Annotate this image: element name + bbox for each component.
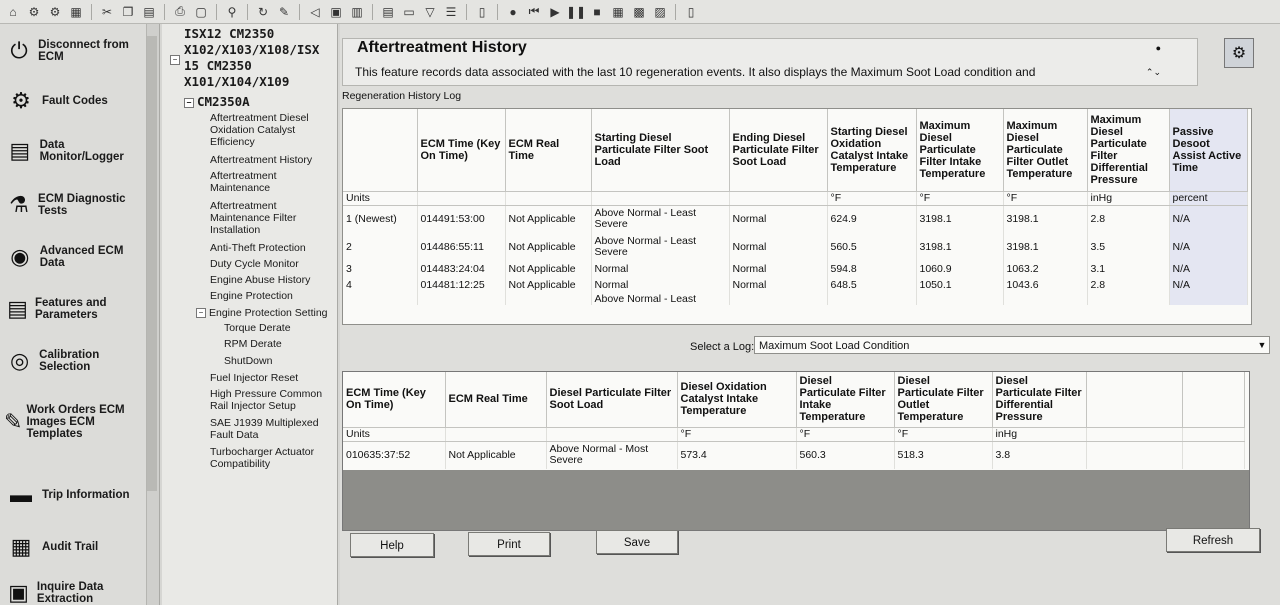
unit-cell xyxy=(417,191,505,205)
gears-icon: ⚙ xyxy=(11,88,31,113)
column-header[interactable]: ECM Time (Key On Time) xyxy=(417,109,505,191)
units-row xyxy=(343,191,1247,205)
unit-cell: Units xyxy=(343,427,445,441)
toolbar xyxy=(0,0,1280,24)
column-header[interactable] xyxy=(1182,372,1244,427)
unit-cell: °F xyxy=(916,191,1003,205)
unit-cell: °F xyxy=(827,191,916,205)
unit-cell: °F xyxy=(894,427,992,441)
table-cell: 560.5 xyxy=(827,233,916,261)
unit-cell: °F xyxy=(796,427,894,441)
log-icon[interactable]: ▦ xyxy=(612,4,624,19)
clipboard-icon: ✎ xyxy=(4,409,23,434)
nav-features-parameters[interactable] xyxy=(4,294,144,324)
column-header[interactable] xyxy=(343,109,417,191)
nav-label: Calibration Selection xyxy=(39,349,100,373)
table-cell: Not Applicable xyxy=(505,261,591,277)
nav-label: Features and Parameters xyxy=(34,297,107,321)
refresh-button[interactable]: Refresh xyxy=(1166,528,1260,552)
back-icon[interactable]: ◁ xyxy=(310,4,320,19)
table-cell: 1 (Newest) xyxy=(343,205,417,233)
table-cell: 1060.9 xyxy=(916,261,1003,277)
tree-item[interactable]: Torque Derate xyxy=(224,322,291,334)
table-cell: 2 xyxy=(343,233,417,261)
table-cell: 518.3 xyxy=(894,441,992,469)
tree-item-selected[interactable]: Aftertreatment History xyxy=(210,154,313,166)
table-cell: 014486:55:11 xyxy=(417,233,505,261)
unit-cell: percent xyxy=(1169,191,1247,205)
document-icon[interactable]: ▤ xyxy=(382,4,394,19)
tree-heading-engine[interactable]: ISX12 CM2350 X102/X103/X108/ISX 15 CM2350 X101/X104/X109 xyxy=(184,26,320,89)
table-cell: N/A xyxy=(1169,261,1247,277)
nav-label: Advanced ECM Data xyxy=(39,245,124,269)
list-icon[interactable]: ☰ xyxy=(445,4,457,19)
nav-data-monitor[interactable] xyxy=(4,136,144,166)
feature-description: This feature records data associated with the last 10 regeneration events. It also displays the Maximum Soot Load condition and xyxy=(355,65,1036,79)
table-cell: Normal xyxy=(729,233,827,261)
snapshot-icon[interactable]: ▩ xyxy=(633,4,645,19)
table-cell: 594.8 xyxy=(827,261,916,277)
tree-item[interactable]: Anti-Theft Protection xyxy=(210,242,306,254)
unit-cell: inHg xyxy=(1087,191,1169,205)
tree-item[interactable]: Fuel Injector Reset xyxy=(210,372,299,384)
table-cell: Not Applicable xyxy=(505,277,591,293)
main-panel xyxy=(340,24,1280,605)
monitor-icon: ▤ xyxy=(9,138,31,163)
table-cell: Normal xyxy=(591,261,729,277)
stop-icon[interactable]: ■ xyxy=(593,4,601,19)
flask-icon: ⚗ xyxy=(9,192,29,217)
column-header[interactable]: Maximum Diesel Particulate Filter Intake Temperature xyxy=(916,109,1003,191)
table-cell: N/A xyxy=(1169,277,1247,293)
table-cell: Normal xyxy=(729,277,827,293)
nav-advanced-ecm-data[interactable] xyxy=(4,242,144,272)
settings-icon[interactable]: ⚙ xyxy=(28,4,40,19)
help-button[interactable]: Help xyxy=(350,533,434,557)
tree-item[interactable]: Engine Abuse History xyxy=(210,274,311,286)
nav-label: ECM Diagnostic Tests xyxy=(38,193,126,217)
open-icon[interactable]: ▭ xyxy=(403,4,415,19)
table-cell: 010635:37:52 xyxy=(343,441,445,469)
table-cell xyxy=(1169,293,1247,305)
tree-item[interactable]: High Pressure Common Rail Injector Setup xyxy=(210,388,323,412)
table-cell: 2.8 xyxy=(1087,277,1169,293)
table-cell: Above Normal - Most Severe xyxy=(546,441,677,469)
units-row xyxy=(343,427,1244,441)
table-cell: Not Applicable xyxy=(505,233,591,261)
unit-cell: °F xyxy=(677,427,796,441)
table-cell: 2.8 xyxy=(1087,205,1169,233)
inquire-icon: ▣ xyxy=(8,580,29,605)
table-cell: Normal xyxy=(729,205,827,233)
speaker-icon: ◉ xyxy=(10,244,30,269)
table-row[interactable] xyxy=(343,277,1247,293)
table-cell xyxy=(1003,293,1087,305)
tree-item[interactable]: Engine Protection xyxy=(210,290,293,302)
feature-header xyxy=(342,38,1198,86)
table-cell: 3198.1 xyxy=(916,205,1003,233)
unit-cell: inHg xyxy=(992,427,1086,441)
refresh-icon[interactable]: ↻ xyxy=(257,4,269,19)
unit-cell: °F xyxy=(1003,191,1087,205)
binoculars-icon[interactable]: ⚲ xyxy=(227,4,237,19)
table-cell: 3 xyxy=(343,261,417,277)
column-header[interactable]: Diesel Particulate Filter Outlet Temperature xyxy=(894,372,992,427)
regeneration-table xyxy=(343,109,1248,305)
nav-trip-information[interactable] xyxy=(4,480,144,510)
tree-item[interactable]: Aftertreatment Maintenance xyxy=(210,170,277,194)
tree-heading-cm2350a: CM2350A xyxy=(197,94,250,109)
select-log-value: Maximum Soot Load Condition xyxy=(759,340,910,352)
page-icon[interactable]: ▯ xyxy=(478,4,486,19)
table-cell: Not Applicable xyxy=(445,441,546,469)
home-icon[interactable]: ⌂ xyxy=(9,4,17,19)
table-cell: 3.8 xyxy=(992,441,1086,469)
save-button[interactable]: Save xyxy=(596,530,678,554)
unit-cell: Units xyxy=(343,191,417,205)
nav-label: Work Orders ECM Images ECM Templates xyxy=(26,404,125,440)
tree-item[interactable]: RPM Derate xyxy=(224,338,282,350)
nav-disconnect[interactable] xyxy=(4,36,144,66)
nav-scroll-thumb[interactable] xyxy=(147,36,157,491)
copy-icon[interactable]: ❐ xyxy=(122,4,134,19)
table-cell xyxy=(1087,293,1169,305)
record-icon[interactable]: ● xyxy=(509,4,517,19)
save-icon[interactable]: ▣ xyxy=(330,4,342,19)
column-header[interactable]: Starting Diesel Particulate Filter Soot Load xyxy=(591,109,729,191)
play-icon[interactable]: ▶ xyxy=(550,4,560,19)
table-cell: 648.5 xyxy=(827,277,916,293)
nav-label: Data Monitor/Logger xyxy=(39,139,124,163)
regeneration-log-label: Regeneration History Log xyxy=(342,90,462,102)
ecm-module-icon[interactable]: ⚙ xyxy=(1224,38,1254,68)
disc-icon: ◎ xyxy=(9,348,30,373)
tree-item[interactable]: Turbocharger Actuator Compatibility xyxy=(210,446,315,470)
column-header[interactable]: Ending Diesel Particulate Filter Soot Load xyxy=(729,109,827,191)
column-header[interactable]: Diesel Particulate Filter Soot Load xyxy=(546,372,677,427)
table-cell: Above Normal - Least xyxy=(591,293,729,305)
table-cell: 3.1 xyxy=(1087,261,1169,277)
feature-tree xyxy=(162,24,338,605)
disconnect-icon: ⏻ xyxy=(10,38,28,63)
grid-icon[interactable]: ▦ xyxy=(70,4,82,19)
tools-icon[interactable]: ✎ xyxy=(278,4,290,19)
chevron-down-icon[interactable]: ▼ xyxy=(1257,340,1267,350)
regeneration-header-row xyxy=(343,109,1247,191)
table-cell: 560.3 xyxy=(796,441,894,469)
table-cell: 014483:24:04 xyxy=(417,261,505,277)
tree-item[interactable]: Aftertreatment Diesel Oxidation Catalyst Efficiency xyxy=(210,112,309,148)
table-cell: 3198.1 xyxy=(1003,205,1087,233)
table-cell: 1050.1 xyxy=(916,277,1003,293)
tree-toggle-cm2350a[interactable]: − CM2350A xyxy=(184,94,250,110)
report-icon[interactable]: ▨ xyxy=(654,4,666,19)
description-scroll-arrows[interactable]: ⌃⌄ xyxy=(1145,67,1161,77)
blank-icon[interactable]: ▯ xyxy=(687,4,695,19)
table-cell: N/A xyxy=(1169,233,1247,261)
table-cell: 3198.1 xyxy=(916,233,1003,261)
column-header[interactable] xyxy=(1086,372,1182,427)
column-header[interactable]: Diesel Particulate Filter Intake Temperature xyxy=(796,372,894,427)
tree-item[interactable]: Aftertreatment Maintenance Filter Installation xyxy=(210,200,297,236)
table-cell xyxy=(343,293,417,305)
table-cell: 1063.2 xyxy=(1003,261,1087,277)
table-cell xyxy=(417,293,505,305)
soot-load-table xyxy=(343,372,1245,469)
table-row[interactable] xyxy=(343,293,1247,305)
table-cell xyxy=(1182,441,1244,469)
print-icon[interactable]: ⎙ xyxy=(175,4,185,18)
table-cell: N/A xyxy=(1169,205,1247,233)
nav-label: Disconnect from ECM xyxy=(38,39,129,63)
table-cell: 1043.6 xyxy=(1003,277,1087,293)
tree-item-toggle[interactable]: − Engine Protection Setting xyxy=(196,307,328,319)
unit-cell xyxy=(729,191,827,205)
table-cell xyxy=(827,293,916,305)
nav-label: Inquire Data Extraction xyxy=(36,581,104,605)
tree-item[interactable]: Duty Cycle Monitor xyxy=(210,258,299,270)
preview-icon[interactable]: ▢ xyxy=(195,4,207,19)
unit-cell xyxy=(1182,427,1244,441)
audit-icon: ▦ xyxy=(10,534,32,559)
nav-work-orders[interactable] xyxy=(4,404,142,440)
unit-cell xyxy=(505,191,591,205)
unit-cell xyxy=(546,427,677,441)
table-cell: Normal xyxy=(729,261,827,277)
truck-icon: ▬ xyxy=(10,482,32,507)
column-header[interactable]: ECM Real Time xyxy=(445,372,546,427)
table-cell: 3.5 xyxy=(1087,233,1169,261)
table-cell: 573.4 xyxy=(677,441,796,469)
description-scroll-dot[interactable]: ● xyxy=(1155,43,1161,53)
table-cell: Above Normal - Least Severe xyxy=(591,205,729,233)
column-header[interactable]: Maximum Diesel Particulate Filter Differential Pressure xyxy=(1087,109,1169,191)
nav-diagnostic-tests[interactable] xyxy=(4,190,144,220)
gear-icon[interactable]: ⚙ xyxy=(49,4,61,19)
tree-item[interactable]: SAE J1939 Multiplexed Fault Data xyxy=(210,417,319,441)
table-cell: 624.9 xyxy=(827,205,916,233)
column-header[interactable]: ECM Real Time xyxy=(505,109,591,191)
table-cell: 3198.1 xyxy=(1003,233,1087,261)
table-cell: 014481:12:25 xyxy=(417,277,505,293)
regeneration-history-grid[interactable] xyxy=(342,108,1252,325)
table-row[interactable] xyxy=(343,441,1244,469)
cut-icon[interactable]: ✂ xyxy=(101,4,113,19)
column-header[interactable]: Diesel Particulate Filter Differential Pressure xyxy=(992,372,1086,427)
nav-calibration[interactable] xyxy=(4,346,144,376)
print-button[interactable]: Print xyxy=(468,532,550,556)
tree-collapse-toggle[interactable]: − xyxy=(170,54,183,66)
tree-item[interactable]: ShutDown xyxy=(224,355,273,367)
unit-cell xyxy=(445,427,546,441)
soot-load-table-area xyxy=(343,372,1249,470)
column-header[interactable]: Maximum Diesel Particulate Filter Outlet Temperature xyxy=(1003,109,1087,191)
column-header[interactable]: Starting Diesel Oxidation Catalyst Intake Temperature xyxy=(827,109,916,191)
table-row[interactable] xyxy=(343,205,1247,233)
column-header[interactable]: Diesel Oxidation Catalyst Intake Temperature xyxy=(677,372,796,427)
column-header[interactable]: ECM Time (Key On Time) xyxy=(343,372,445,427)
nav-label: Audit Trail xyxy=(42,541,99,553)
nav-audit-trail[interactable] xyxy=(4,532,144,562)
column-header[interactable]: Passive Desoot Assist Active Time xyxy=(1169,109,1247,191)
nav-label: Fault Codes xyxy=(42,95,108,107)
select-log-dropdown[interactable] xyxy=(754,336,1270,354)
nav-fault-codes[interactable] xyxy=(4,86,144,116)
paste-icon[interactable]: ▤ xyxy=(143,4,155,19)
table-cell xyxy=(1086,441,1182,469)
soot-load-grid[interactable] xyxy=(342,371,1250,531)
unit-cell xyxy=(591,191,729,205)
table-cell xyxy=(729,293,827,305)
pause-icon[interactable]: ❚❚ xyxy=(565,4,587,19)
soot-header-row xyxy=(343,372,1244,427)
table-cell: Above Normal - Least Severe xyxy=(591,233,729,261)
filter-icon[interactable]: ▽ xyxy=(425,4,435,19)
table-cell: 014491:53:00 xyxy=(417,205,505,233)
table-cell: Not Applicable xyxy=(505,205,591,233)
step-icon[interactable]: ⏮ xyxy=(528,4,540,18)
table-cell xyxy=(916,293,1003,305)
toolbox-icon: ▤ xyxy=(7,296,28,321)
table-row[interactable] xyxy=(343,233,1247,261)
page-title: Aftertreatment History xyxy=(357,39,527,56)
unit-cell xyxy=(1086,427,1182,441)
select-log-label: Select a Log: xyxy=(690,341,755,353)
nav-inquire-data[interactable] xyxy=(4,578,144,605)
table-cell xyxy=(505,293,591,305)
left-navigation xyxy=(0,24,160,605)
disk-icon[interactable]: ▥ xyxy=(351,4,363,19)
table-cell: Normal xyxy=(591,277,729,293)
table-row[interactable] xyxy=(343,261,1247,277)
tree-item: Engine Protection Setting xyxy=(209,307,328,319)
nav-label: Trip Information xyxy=(42,489,130,501)
table-cell: 4 xyxy=(343,277,417,293)
